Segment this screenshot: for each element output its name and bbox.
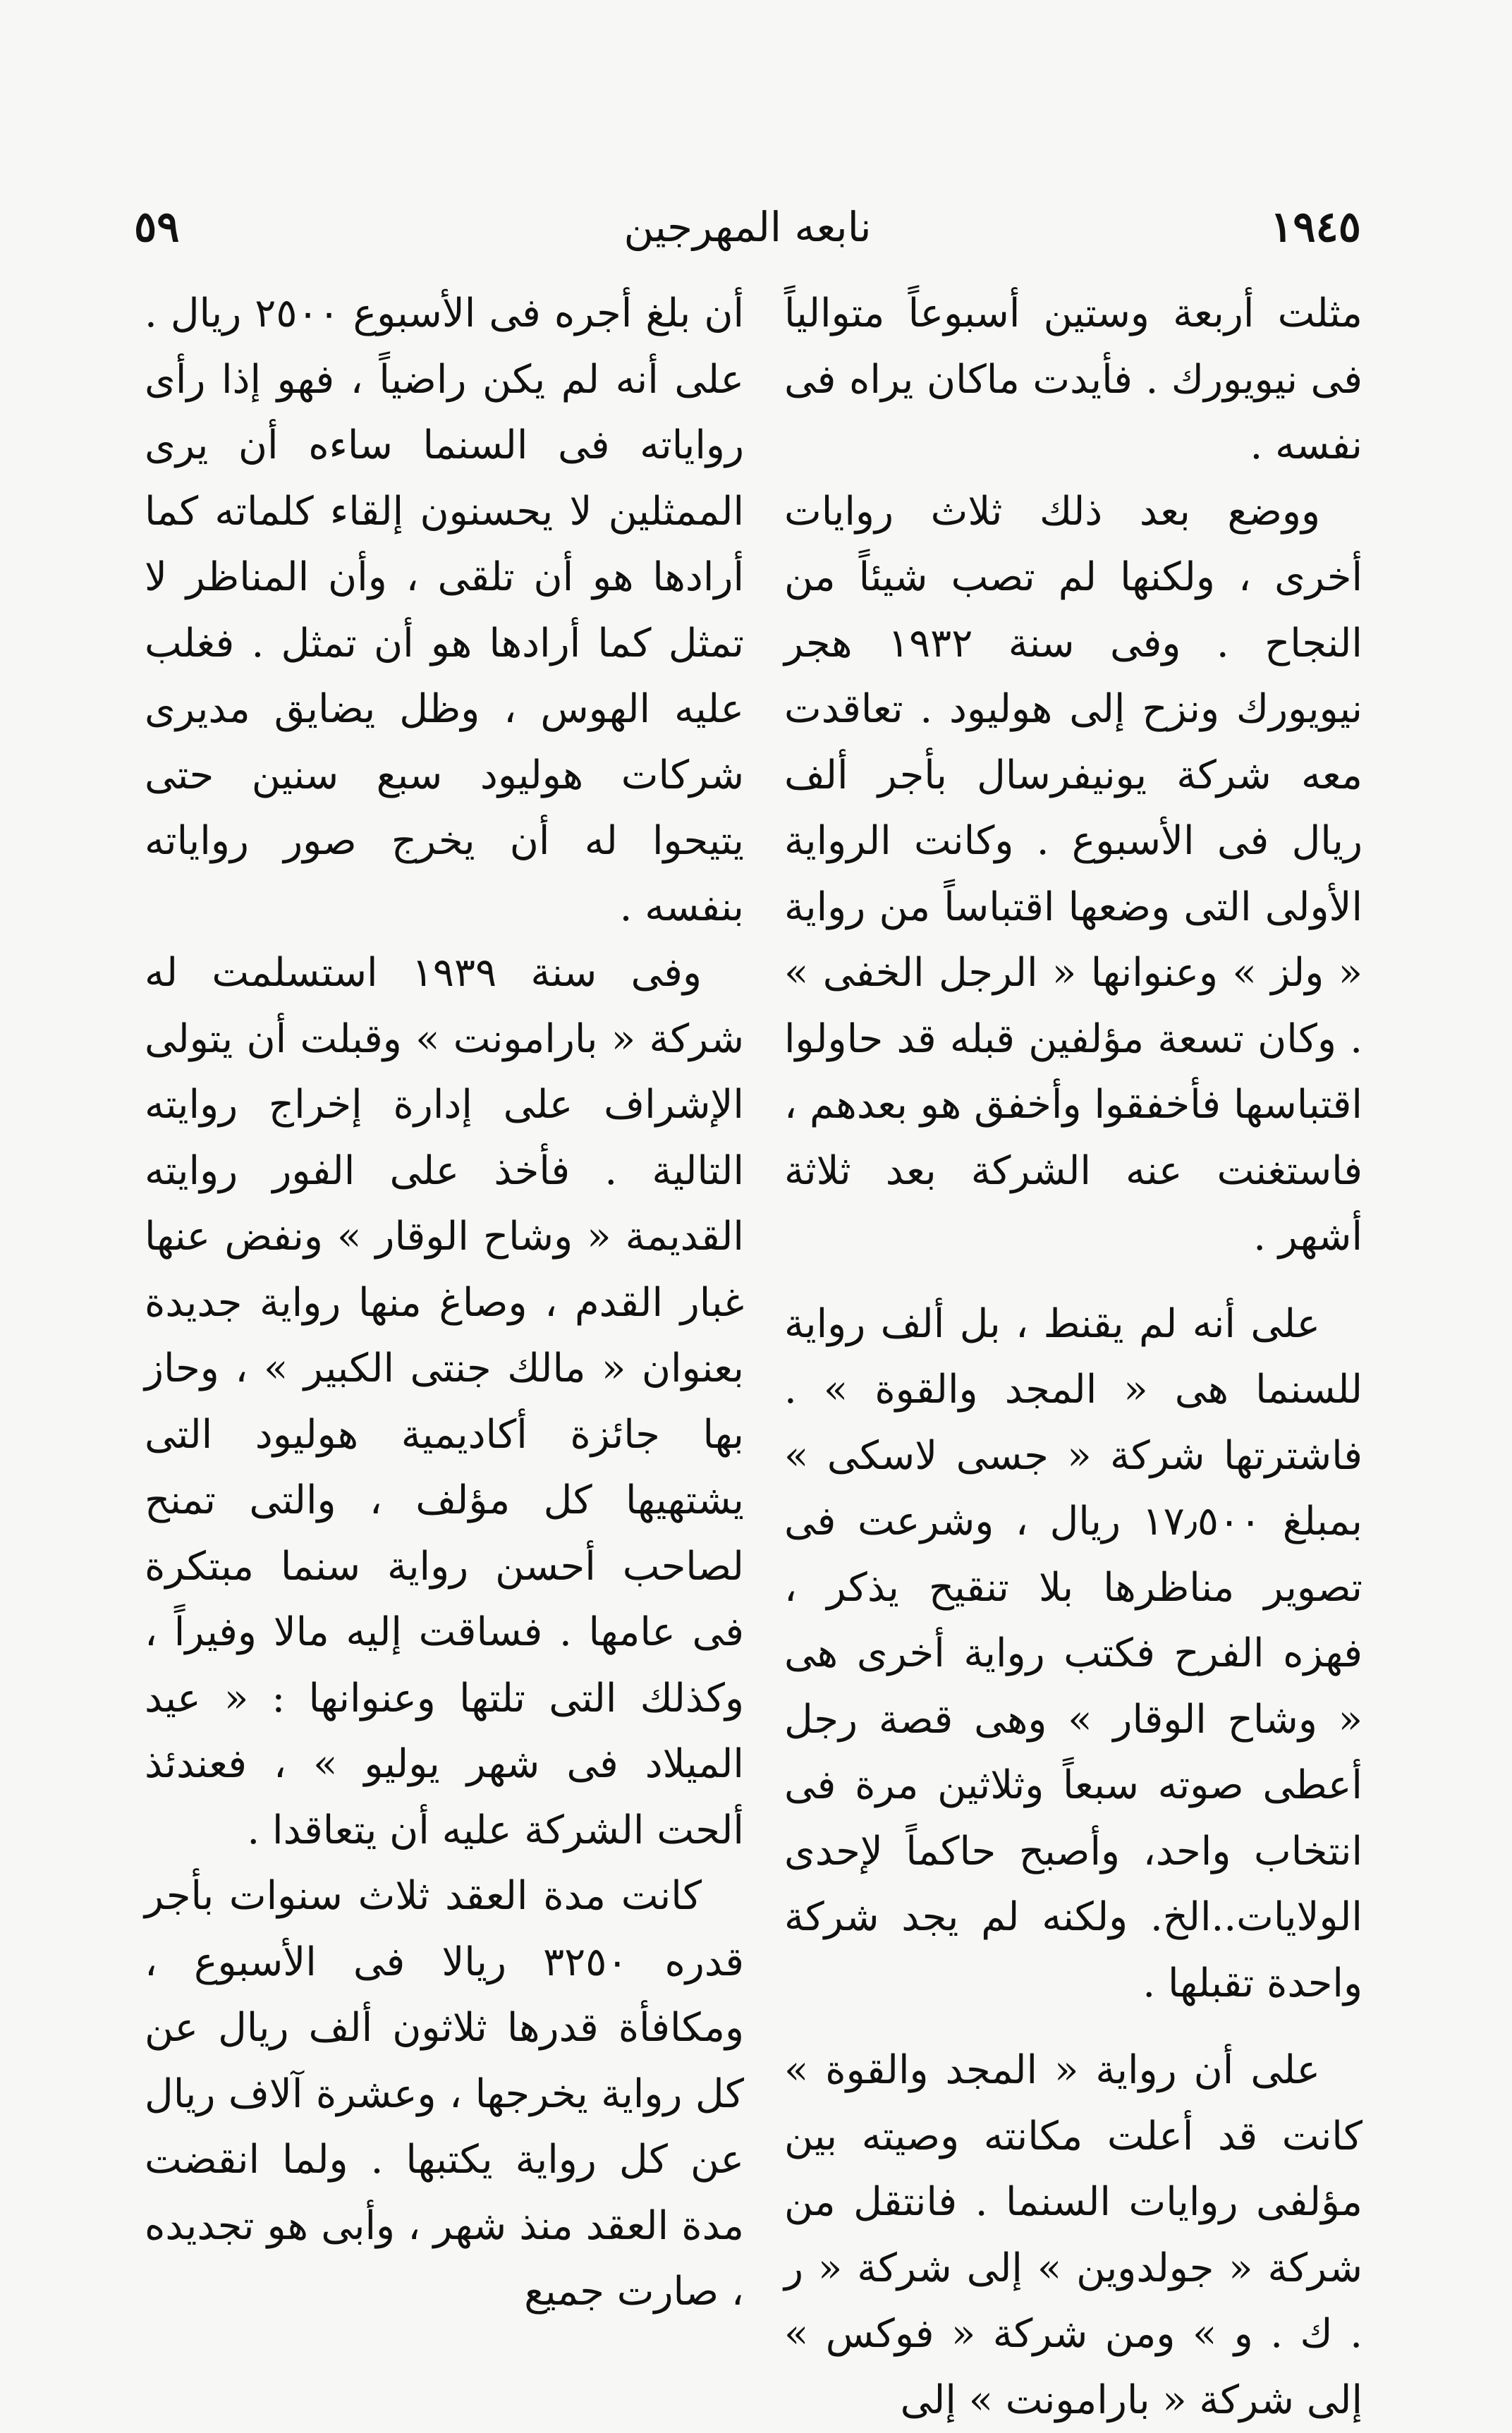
paragraph: مثلت أربعة وستين أسبوعاً متوالياً فى نيويورك . فأيدت ماكان يراه فى نفسه . [784,291,1362,468]
running-header [134,199,1361,255]
paragraph: كانت مدة العقد ثلاث سنوات بأجر قدره ٣٢٥٠ ريالا فى الأسبوع ، ومكافأة قدرها ثلاثون ألف ريال عن كل رواية يخرجها ، وعشرة آلاف ريال عن كل رواية يكتبها . ولما انقضت مدة العقد منذ شهر ، وأبى هو تجديده ، صارت جميع [145,1873,744,2315]
paragraph: على أنه لم يقنط ، بل ألف رواية للسنما هى « المجد والقوة » . فاشترتها شركة « جسى لاسكى » بمبلغ ١٧٫٥٠٠ ريال ، وشرعت فى تصوير مناظرها بلا تنقيح يذكر ، فهزه الفرح فكتب رواية أخرى هى « وشاح الوقار » وهى قصة رجل أعطى صوته سبعاً وثلاثين مرة فى انتخاب واحد، وأصبح حاكماً لإحدى الولايات..الخ. ولكنه لم يجد شركة واحدة تقبلها . [784,1300,1362,2006]
left-column [145,281,745,2315]
paragraph: على أن رواية « المجد والقوة » كانت قد أعلت مكانته وصيته بين مؤلفى روايات السنما . فانتقل من شركة « جولدوين » إلى شركة « ر . ك . و » ومن شركة « فوكس » إلى شركة « بارامونت » إلى [784,2047,1362,2423]
header-year: ١٩٤٥ [1270,202,1361,252]
running-title: نابعه المهرجين [623,203,872,251]
paragraph: ووضع بعد ذلك ثلاث روايات أخرى ، ولكنها لم تصب شيئاً من النجاح . وفى سنة ١٩٣٢ هجر نيويورك ونزح إلى هوليود . تعاقدت معه شركة يونيفرسال بأجر ألف ريال فى الأسبوع . وكانت الرواية الأولى التى وضعها اقتباساً من رواية « ولز » وعنوانها « الرجل الخفى » . وكان تسعة مؤلفين قبله قد حاولوا اقتباسها فأخفقوا وأخفق هو بعدهم ، فاستغنت عنه الشركة بعد ثلاثة أشهر . [784,488,1362,1260]
right-column [784,281,1362,2423]
page-number: ٥٩ [134,202,180,252]
paragraph: وفى سنة ١٩٣٩ استسلمت له شركة « بارامونت » وقبلت أن يتولى الإشراف على إدارة إخراج روايته التالية . فأخذ على الفور روايته القديمة « وشاح الوقار » ونفض عنها غبار القدم ، وصاغ منها رواية جديدة بعنوان « مالك جنتى الكبير » ، وحاز بها جائزة أكاديمية هوليود التى يشتهيها كل مؤلف ، والتى تمنح لصاحب أحسن رواية سنما مبتكرة فى عامها . فساقت إليه مالا وفيراً ، وكذلك التى تلتها وعنوانها : « عيد الميلاد فى شهر يوليو » ، فعندئذ ألحت الشركة عليه أن يتعاقدا . [145,950,744,1853]
paragraph: أن بلغ أجره فى الأسبوع ٢٥٠٠ ريال . على أنه لم يكن راضياً ، فهو إذا رأى رواياته فى السنما ساءه أن يرى الممثلين لا يحسنون إلقاء كلماته كما أرادها هو أن تلقى ، وأن المناظر لا تمثل كما أرادها هو أن تمثل . فغلب عليه الهوس ، وظل يضايق مديرى شركات هوليود سبع سنين حتى يتيحوا له أن يخرج صور رواياته بنفسه . [145,291,745,930]
